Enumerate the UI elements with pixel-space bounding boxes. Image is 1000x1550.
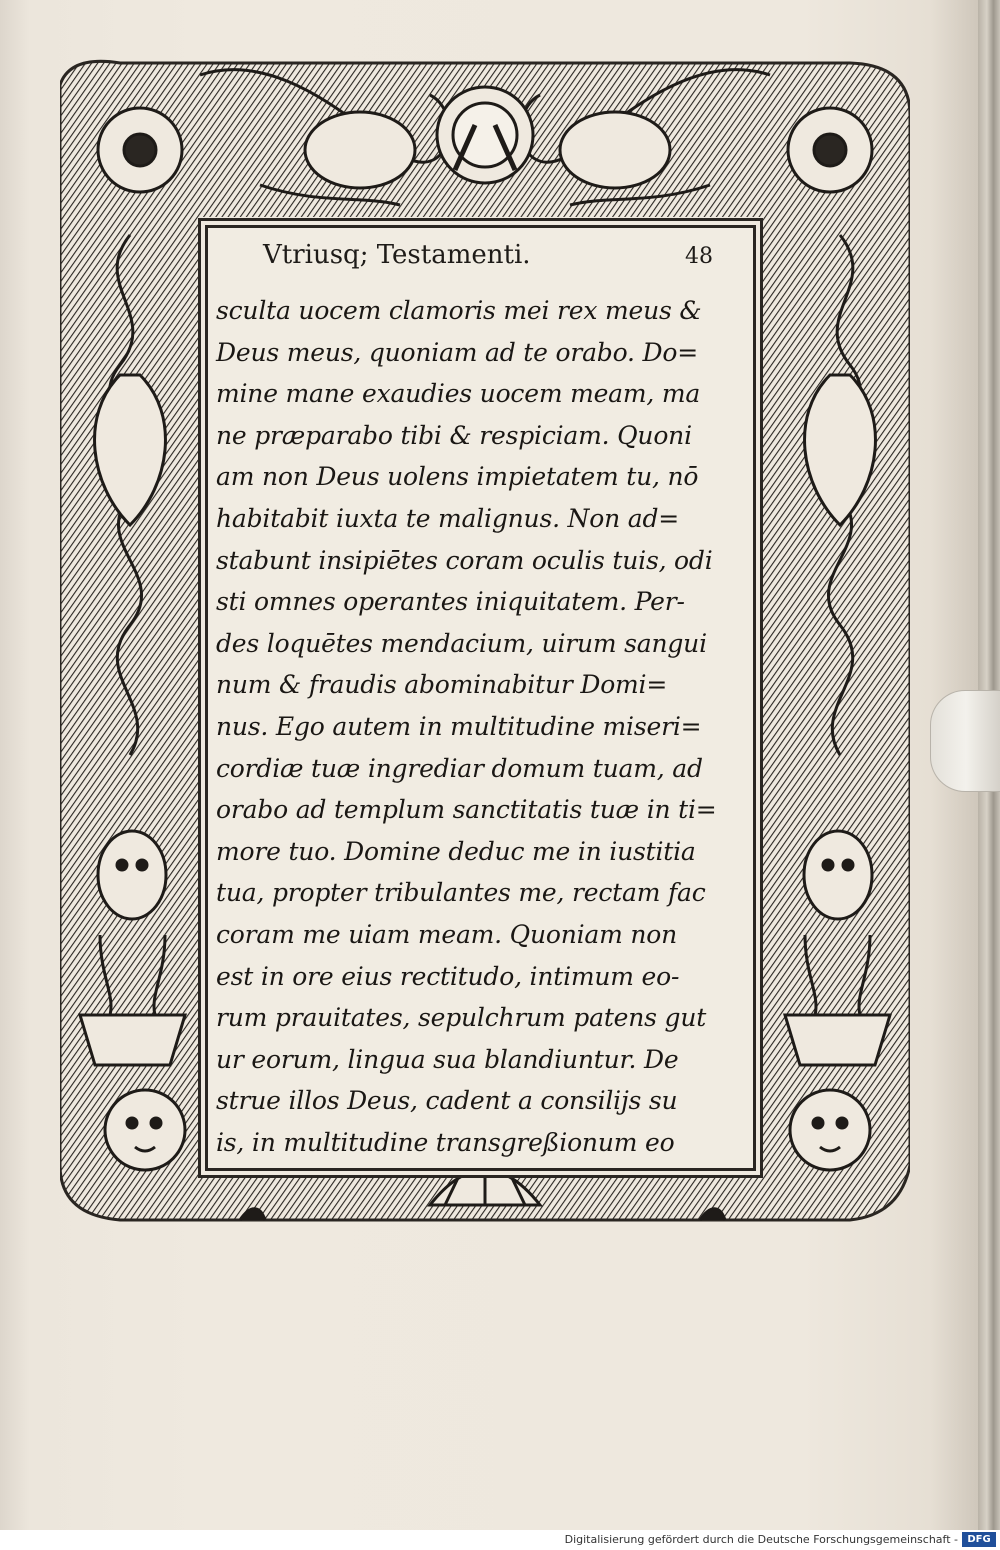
text-line: stabunt insipiētes coram oculis tuis, odi [216, 545, 713, 575]
text-line: Deus meus, quoniam ad te orabo. Do= [216, 337, 698, 367]
body-text [216, 290, 744, 1163]
text-line: sculta uocem clamoris mei rex meus & [216, 296, 702, 325]
text-line: is, in multitudine transgreßionum eo [216, 1127, 675, 1157]
text-line: ne præparabo tibi & respiciam. Quoni [216, 420, 692, 450]
text-line: cordiæ tuæ ingrediar domum tuam, ad [216, 753, 703, 783]
text-line: strue illos Deus, cadent a consilijs su [216, 1086, 678, 1116]
text-line: tua, propter tribulantes me, rectam fac [216, 878, 706, 908]
text-block [205, 225, 756, 1171]
page-clip [930, 690, 1000, 792]
text-line: ur eorum, lingua sua blandiuntur. De [216, 1044, 679, 1074]
text-line: orabo ad templum sanctitatis tuæ in ti= [216, 795, 717, 825]
text-line: des loquētes mendacium, uirum sangui [216, 628, 707, 658]
text-line: rum prauitates, sepulchrum patens gut [216, 1003, 707, 1033]
text-line: num & fraudis abominabitur Domi= [216, 670, 668, 700]
page-number: 48 [685, 244, 713, 269]
funding-credit: Digitalisierung gefördert durch die Deutsche Forschungsgemeinschaft - [564, 1533, 958, 1546]
text-line: sti omnes operantes iniquitatem. Per- [216, 587, 685, 617]
text-line: mine mane exaudies uocem meam, ma [216, 379, 701, 409]
digitization-footer [0, 1530, 1000, 1550]
text-line: am non Deus uolens impietatem tu, nō [216, 462, 699, 492]
running-title: Vtriusq; Testamenti. [263, 240, 531, 270]
text-line: est in ore eius rectitudo, intimum eo- [216, 961, 680, 991]
dfg-logo-icon: DFG [962, 1532, 996, 1547]
text-line: more tuo. Domine deduc me in iustitia [216, 836, 696, 866]
text-line: nus. Ego autem in multitudine miseri= [216, 711, 702, 741]
text-line: habitabit iuxta te malignus. Non ad= [216, 503, 679, 533]
text-line: coram me uiam meam. Quoniam non [216, 919, 678, 949]
